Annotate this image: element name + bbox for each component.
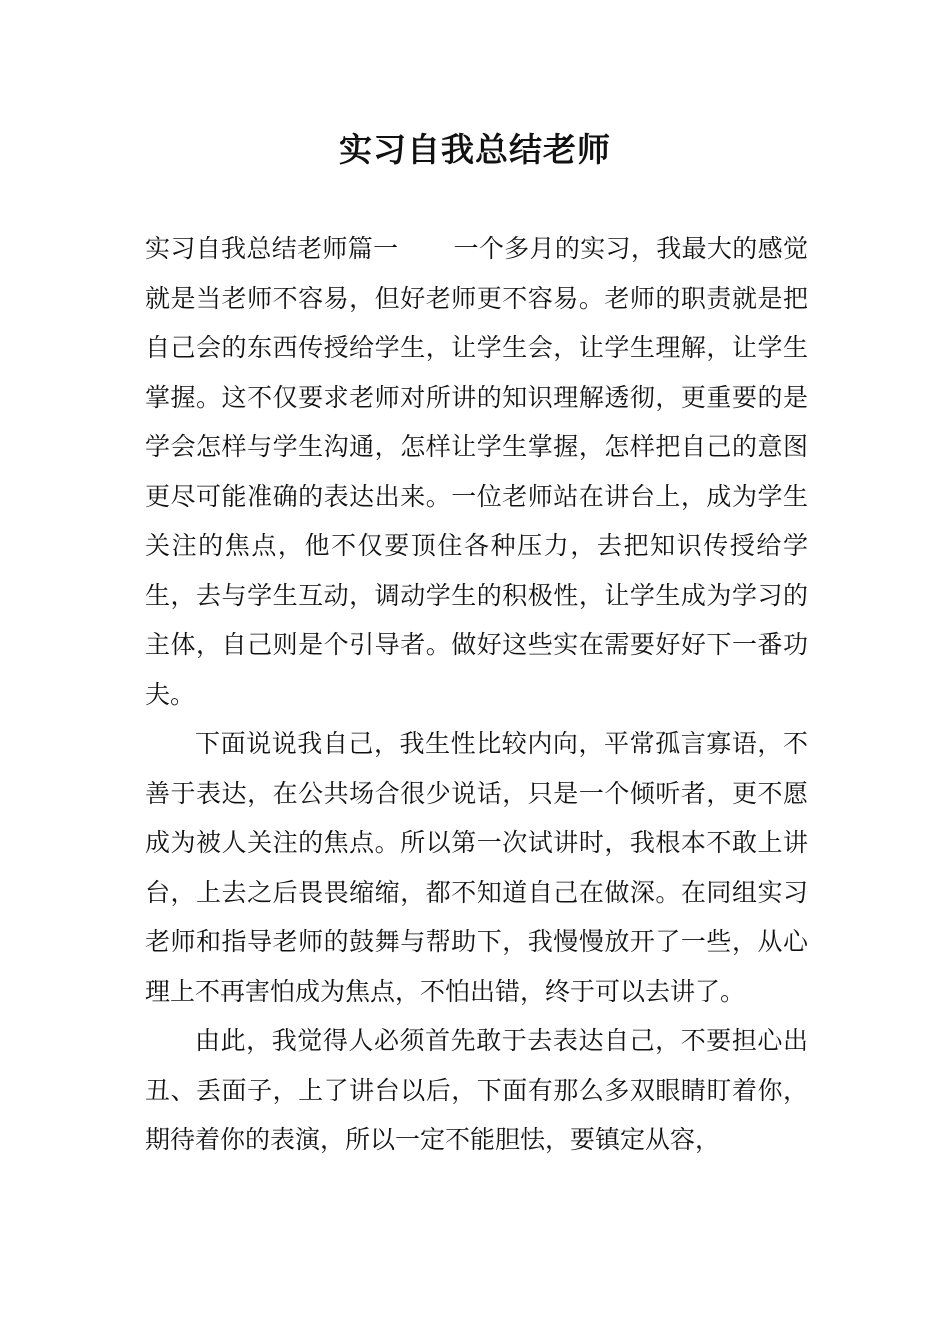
document-body [145,224,808,1165]
section-heading: 实习自我总结老师篇一 [145,234,399,263]
paragraph-1 [145,224,808,719]
page-title: 实习自我总结老师 [339,130,611,169]
paragraph-1-text: 一个多月的实习，我最大的感觉就是当老师不容易，但好老师更不容易。老师的职责就是把自己会的东西传授给学生，让学生会，让学生理解，让学生掌握。这不仅要求老师对所讲的知识理解透彻，更重要的是学会怎样与学生沟通，怎样让学生掌握，怎样把自己的意图更尽可能准确的表达出来。一位老师站在讲台上，成为学生关注的焦点，他不仅要顶住各种压力，去把知识传授给学生，去与学生互动，调动学生的积极性，让学生成为学习的主体，自己则是个引导者。做好这些实在需要好好下一番功夫。 [145,234,808,709]
paragraph-3: 由此，我觉得人必须首先敢于去表达自己，不要担心出丑、丢面子，上了讲台以后，下面有那么多双眼睛盯着你，期待着你的表演，所以一定不能胆怯，要镇定从容， [145,1026,808,1154]
paragraph-2: 下面说说我自己，我生性比较内向，平常孤言寡语，不善于表达，在公共场合很少说话，只是一个倾听者，更不愿成为被人关注的焦点。所以第一次试讲时，我根本不敢上讲台，上去之后畏畏缩缩，都不知道自己在做深。在同组实习老师和指导老师的鼓舞与帮助下，我慢慢放开了一些，从心理上不再害怕成为焦点，不怕出错，终于可以去讲了。 [145,729,808,1006]
